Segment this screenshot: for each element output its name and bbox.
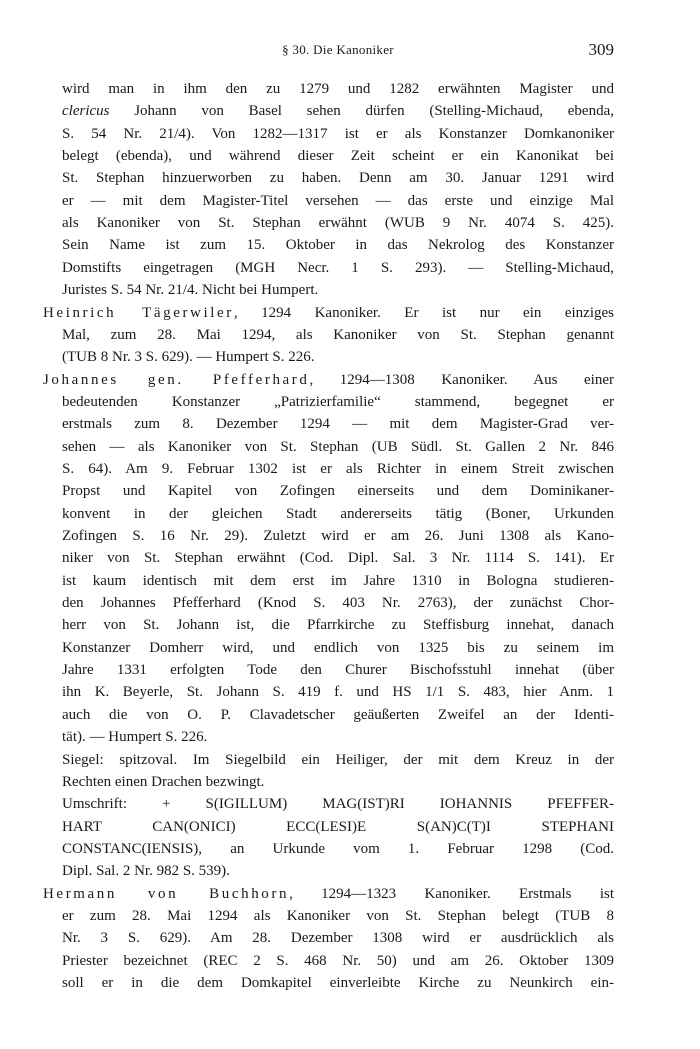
entry-name: Johannes gen. Pfefferhard xyxy=(43,371,310,388)
text-line: konvent in der gleichen Stadt andererseits tätig (Boner, Urkunden xyxy=(62,505,614,522)
text-line: er — mit dem Magister-Titel versehen — das erste und einzige Mal xyxy=(62,192,614,209)
text-line: S. 54 Nr. 21/4). Von 1282—1317 ist er als Konstanzer Domkanoniker xyxy=(62,125,614,142)
text-line: Rechten einen Drachen bezwingt. xyxy=(62,773,265,790)
text-line: ist kaum identisch mit dem erst im Jahre 1310 in Bologna studieren- xyxy=(62,572,614,589)
text-line: Domstifts eingetragen (MGH Necr. 1 S. 293). — Stelling-Michaud, xyxy=(62,259,614,276)
text-line: Umschrift: + S(IGILLUM) MAG(IST)RI IOHANNIS PFEFFER- xyxy=(62,796,614,813)
text-line: den Johannes Pfefferhard (Knod S. 403 Nr. 2763), der zunächst Chor- xyxy=(62,595,614,612)
text-line: sehen — als Kanoniker von St. Stephan (UB Südl. St. Gallen 2 Nr. 846 xyxy=(62,438,614,455)
text-line: Dipl. Sal. 2 Nr. 982 S. 539). xyxy=(62,863,230,880)
entry-heading-line: Hermann von Buchhorn, 1294—1323 Kanoniker. Erstmals ist xyxy=(43,885,614,902)
running-title: § 30. Die Kanoniker xyxy=(282,42,394,57)
text-line: (TUB 8 Nr. 3 S. 629). — Humpert S. 226. xyxy=(62,349,315,366)
text-line: Nr. 3 S. 629). Am 28. Dezember 1308 wird er ausdrücklich als xyxy=(62,930,614,947)
text-line: Jahre 1331 erfolgten Tode den Churer Bischofsstuhl innehat (über xyxy=(62,662,614,679)
text-line: Siegel: spitzoval. Im Siegelbild ein Heiliger, der mit dem Kreuz in der xyxy=(62,751,614,768)
text-line: clericus Johann von Basel sehen dürfen (Stelling-Michaud, ebenda, xyxy=(62,103,614,120)
page-number: 309 xyxy=(588,40,614,59)
running-head xyxy=(62,40,614,70)
text-line: HART CAN(ONICI) ECC(LESI)E S(AN)C(T)I STEPHANI xyxy=(62,818,614,835)
entry-name: Heinrich Tägerwiler xyxy=(43,304,234,321)
text-line: er zum 28. Mai 1294 als Kanoniker von St. Stephan belegt (TUB 8 xyxy=(62,907,614,924)
text-line: auch die von O. P. Clavadetscher geäußerten Zweifel an der Identi- xyxy=(62,706,614,723)
entry-heading-line: Johannes gen. Pfefferhard, 1294—1308 Kanoniker. Aus einer xyxy=(43,371,614,388)
text-line: ihn K. Beyerle, St. Johann S. 419 f. und HS 1/1 S. 483, hier Anm. 1 xyxy=(62,684,614,701)
text-line: soll er in die dem Domkapitel einverleibte Kirche zu Neunkirch ein- xyxy=(62,975,614,991)
text-line: CONSTANC(IENSIS), an Urkunde vom 1. Februar 1298 (Cod. xyxy=(62,840,614,857)
text-line: tät). — Humpert S. 226. xyxy=(62,729,208,746)
text-line: bedeutenden Konstanzer „Patrizierfamilie“ stammend, begegnet er xyxy=(62,393,614,410)
text-line: als Kanoniker von St. Stephan erwähnt (WUB 9 Nr. 4074 S. 425). xyxy=(62,215,614,232)
text-line: S. 64). Am 9. Februar 1302 ist er als Richter in einem Streit zwischen xyxy=(62,460,614,477)
text-line: erstmals zum 8. Dezember 1294 — mit dem Magister-Grad ver- xyxy=(62,416,614,433)
text-line: belegt (ebenda), und während dieser Zeit scheint er ein Kanonikat bei xyxy=(62,148,614,165)
italic-term: clericus xyxy=(62,103,110,120)
text-line: niker von St. Stephan erwähnt (Cod. Dipl. Sal. 3 Nr. 1114 S. 141). Er xyxy=(62,550,614,567)
text-line: wird man in ihm den zu 1279 und 1282 erwähnten Magister und xyxy=(62,81,614,97)
text-line: herr von St. Johann ist, die Pfarrkirche zu Steffisburg innehat, danach xyxy=(62,617,614,634)
text-line: St. Stephan hinzuerworben zu haben. Denn am 30. Januar 1291 wird xyxy=(62,170,614,187)
text-line: Mal, zum 28. Mai 1294, als Kanoniker von St. Stephan genannt xyxy=(62,326,614,343)
text-line: Juristes S. 54 Nr. 21/4. Nicht bei Humpert. xyxy=(62,282,319,299)
text-line: Propst und Kapitel von Zofingen einerseits und dem Dominikaner- xyxy=(62,483,614,500)
text-line: Sein Name ist zum 15. Oktober in das Nekrolog des Konstanzer xyxy=(62,237,614,254)
entry-heading-line: Heinrich Tägerwiler, 1294 Kanoniker. Er ist nur ein einziges xyxy=(43,304,615,321)
entry-name: Hermann von Buchhorn xyxy=(43,885,290,902)
text-line: Priester bezeichnet (REC 2 S. 468 Nr. 50) und am 26. Oktober 1309 xyxy=(62,952,614,969)
text-line: Konstanzer Domherr wird, und endlich von 1325 bis zu seinem im xyxy=(62,639,614,656)
text-line: Zofingen S. 16 Nr. 29). Zuletzt wird er am 26. Juni 1308 als Kano- xyxy=(62,528,614,544)
